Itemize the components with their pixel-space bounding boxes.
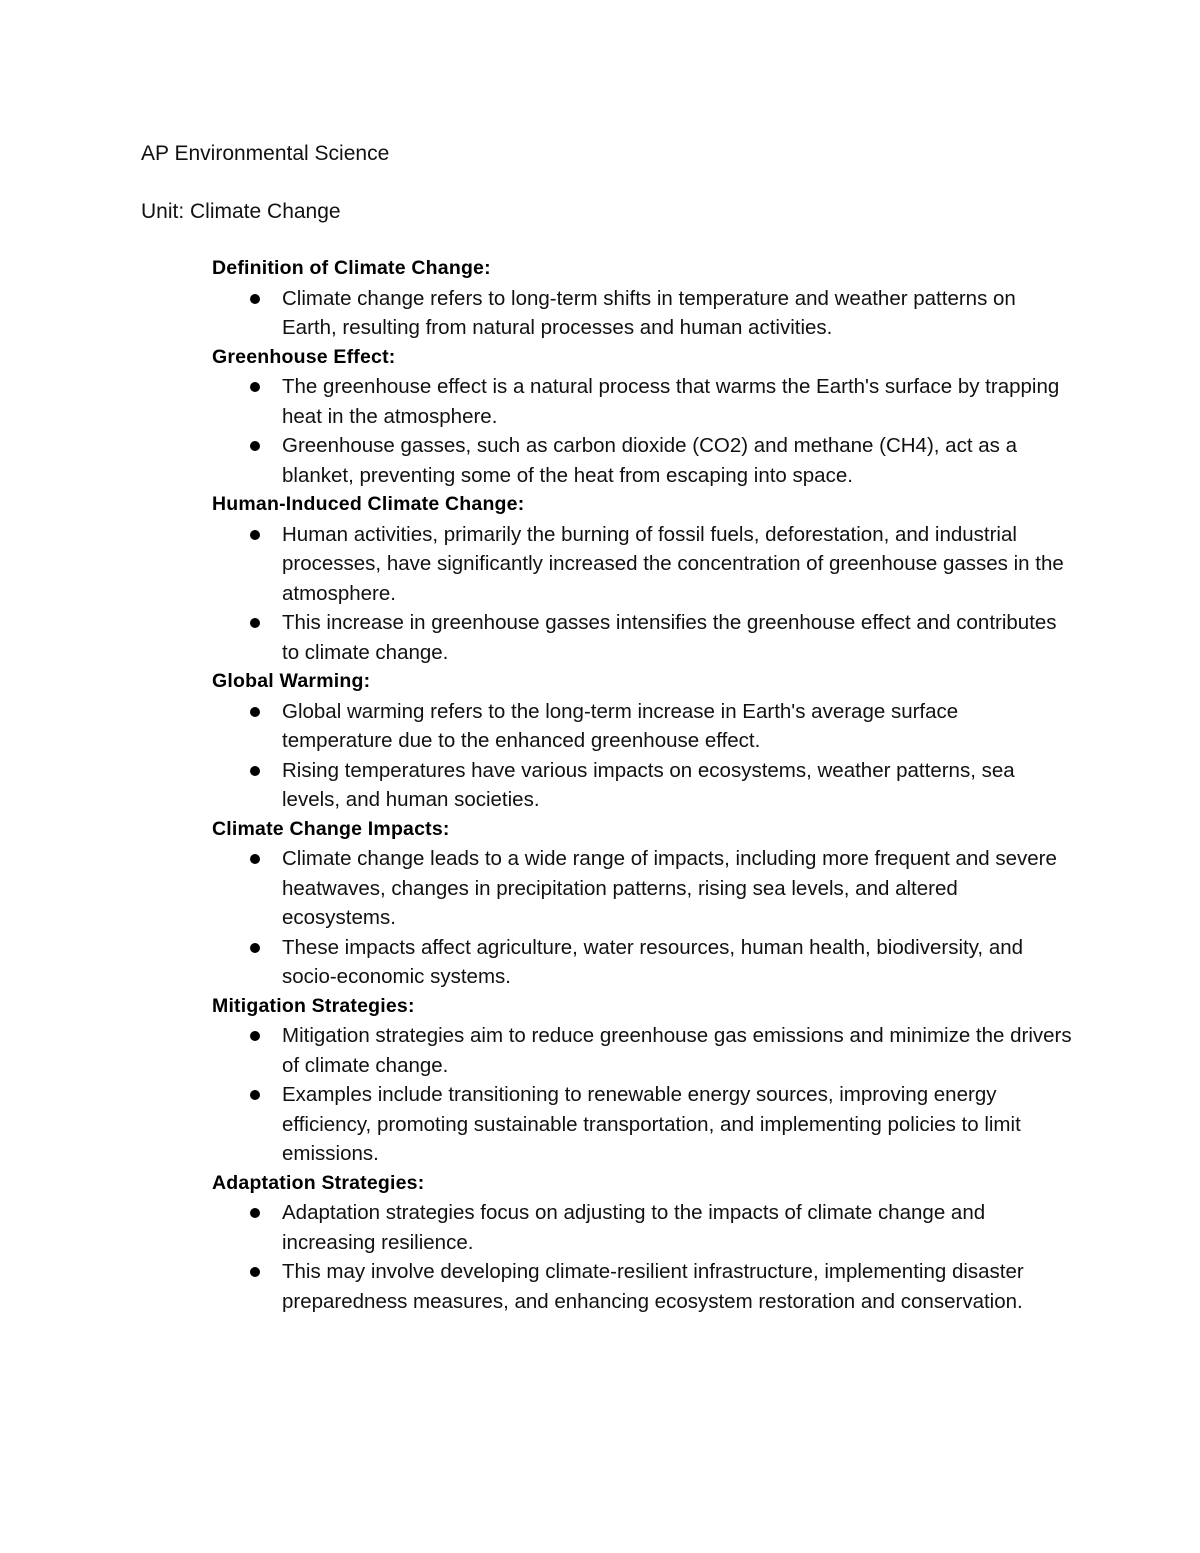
bullet-list: [212, 1198, 1072, 1316]
section-heading: Human-Induced Climate Change:: [212, 493, 525, 515]
bullet-text: These impacts affect agriculture, water resources, human health, biodiversity, and socio-economic systems.: [282, 935, 1024, 988]
bullet-icon: [250, 707, 260, 717]
list-item: [212, 1021, 1072, 1080]
bullet-text: This increase in greenhouse gasses intensifies the greenhouse effect and contributes to climate change.: [282, 611, 1057, 664]
list-item: [212, 284, 1072, 343]
bullet-list: [212, 372, 1072, 490]
bullet-text: Climate change refers to long-term shifts in temperature and weather patterns on Earth, resulting from natural processes and human activities.: [282, 286, 1016, 339]
bullet-text: Mitigation strategies aim to reduce greenhouse gas emissions and minimize the drivers of climate change.: [282, 1024, 1072, 1077]
document-unit: Unit: Climate Change: [141, 200, 341, 223]
bullet-list: [212, 1021, 1072, 1169]
list-item: [212, 1198, 1072, 1257]
section-greenhouse-effect: [212, 343, 1072, 491]
bullet-icon: [250, 1031, 260, 1041]
bullet-icon: [250, 618, 260, 628]
bullet-icon: [250, 943, 260, 953]
bullet-text: Rising temperatures have various impacts on ecosystems, weather patterns, sea levels, and human societies.: [282, 758, 1015, 811]
list-item: [212, 431, 1072, 490]
bullet-text: The greenhouse effect is a natural process that warms the Earth's surface by trapping heat in the atmosphere.: [282, 375, 1060, 428]
section-mitigation: [212, 992, 1072, 1169]
list-item: [212, 520, 1072, 609]
section-heading: Global Warming:: [212, 670, 371, 692]
section-climate-impacts: [212, 815, 1072, 992]
bullet-text: Examples include transitioning to renewable energy sources, improving energy efficiency, promoting sustainable transportation, and implementing policies to limit emissions.: [282, 1083, 1021, 1165]
document-title: AP Environmental Science: [141, 142, 390, 165]
bullet-icon: [250, 854, 260, 864]
bullet-icon: [250, 766, 260, 776]
bullet-list: [212, 844, 1072, 992]
bullet-text: Greenhouse gasses, such as carbon dioxide (CO2) and methane (CH4), act as a blanket, preventing some of the heat from escaping into space.: [282, 434, 1017, 487]
bullet-text: Adaptation strategies focus on adjusting to the impacts of climate change and increasing resilience.: [282, 1201, 986, 1254]
section-heading: Adaptation Strategies:: [212, 1171, 425, 1194]
section-definition: [212, 254, 1072, 343]
section-heading: Climate Change Impacts:: [212, 817, 450, 840]
list-item: [212, 756, 1072, 815]
bullet-list: [212, 520, 1072, 668]
bullet-text: This may involve developing climate-resilient infrastructure, implementing disaster preparedness measures, and enhancing ecosystem restoration and conservation.: [282, 1260, 1024, 1313]
list-item: [212, 844, 1072, 933]
bullet-icon: [250, 1208, 260, 1218]
bullet-icon: [250, 294, 260, 304]
bullet-icon: [250, 1267, 260, 1277]
bullet-icon: [250, 1090, 260, 1100]
section-heading: Definition of Climate Change:: [212, 257, 491, 279]
bullet-text: Climate change leads to a wide range of impacts, including more frequent and severe heatwaves, changes in precipitation patterns, rising sea levels, and altered ecosystems.: [282, 847, 1057, 929]
bullet-list: [212, 697, 1072, 815]
list-item: [212, 697, 1072, 756]
list-item: [212, 1257, 1072, 1316]
bullet-text: Human activities, primarily the burning of fossil fuels, deforestation, and industrial processes, have significantly increased the concentration of greenhouse gasses in the atmosphere.: [282, 522, 1064, 605]
list-item: [212, 372, 1072, 431]
bullet-icon: [250, 382, 260, 392]
bullet-list: [212, 284, 1072, 343]
list-item: [212, 608, 1072, 667]
notes-content: [212, 254, 1072, 1316]
list-item: [212, 933, 1072, 992]
bullet-icon: [250, 441, 260, 451]
bullet-icon: [250, 530, 260, 540]
bullet-text: Global warming refers to the long-term increase in Earth's average surface temperature due to the enhanced greenhouse effect.: [282, 699, 959, 752]
section-global-warming: [212, 667, 1072, 815]
section-heading: Greenhouse Effect:: [212, 345, 396, 368]
list-item: [212, 1080, 1072, 1169]
section-human-induced: [212, 490, 1072, 667]
section-heading: Mitigation Strategies:: [212, 994, 415, 1017]
section-adaptation: [212, 1169, 1072, 1317]
